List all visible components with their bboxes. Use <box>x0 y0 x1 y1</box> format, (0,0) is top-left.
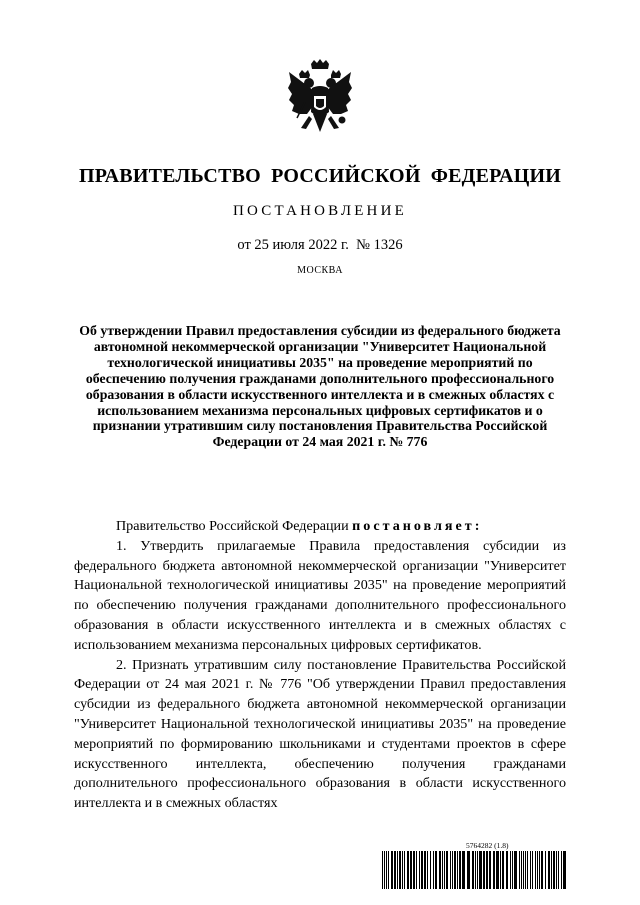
barcode-bar <box>454 851 456 889</box>
barcode-bar <box>530 851 531 889</box>
barcode-bar <box>500 851 501 889</box>
barcode-bar <box>450 851 451 889</box>
barcode-bar <box>527 851 528 889</box>
barcode-bar <box>561 851 562 889</box>
barcode-bar <box>410 851 412 889</box>
barcode-bar <box>489 851 491 889</box>
barcode-bar <box>397 851 398 889</box>
barcode-bar <box>519 851 520 889</box>
barcode-bar <box>433 851 434 889</box>
document-type: ПОСТАНОВЛЕНИЕ <box>233 203 407 219</box>
barcode-bar <box>475 851 476 889</box>
barcode-bar <box>444 851 445 889</box>
barcode-bar <box>452 851 453 889</box>
barcode-bar <box>439 851 441 889</box>
barcode-bar <box>462 851 465 889</box>
barcode-bar <box>477 851 478 889</box>
paragraph-1: 1. Утвердить прилагаемые Правила предоставления субсидии из федерального бюджета автономной некоммерческой организации "Университет Национальной технологической инициативы 2035" на проведение мероприятий по обеспечению получения гражданами дополнительного профессионального образования в области искусственного интеллекта и в смежных областях с использованием механизма персональных цифровых сертификатов. <box>74 537 566 653</box>
barcode-bar <box>558 851 559 889</box>
barcode-bar <box>510 851 511 889</box>
barcode-bar <box>479 851 482 889</box>
barcode-bar <box>472 851 474 889</box>
government-heading: ПРАВИТЕЛЬСТВО РОССИЙСКОЙ ФЕДЕРАЦИИ <box>79 165 561 187</box>
barcode-bar <box>496 851 499 889</box>
date-and-number: от 25 июля 2022 г. № 1326 <box>237 237 403 253</box>
paragraph-2: 2. Признать утратившим силу постановление Правительства Российской Федерации от 24 мая 2021 г. № 776 "Об утверждении Правил предоставления субсидии из федерального бюджета автономной некоммерческой организации "Университет Национальной технологической инициативы 2035" на проведение мероприятий по формированию школьниками и студентами проектов в сфере искусственного интеллекта, обеспечению получения гражданами дополнительного профессионального образования в области искусственного интеллекта и в смежных областях <box>74 656 566 812</box>
barcode-bar <box>521 851 522 889</box>
barcode-bar <box>525 851 526 889</box>
document-title: Об утверждении Правил предоставления субсидии из федерального бюджета автономной некоммерческой организации "Университет Национальной технологической инициативы 2035" на проведение мероприятий по обеспечению получения гражданами дополнительного профессионального образования в области искусственного интеллекта и в смежных областях с использованием механизма персональных цифровых сертификатов и о признании утратившим силу постановления Правительства Российской Федерации от 24 мая 2021 г. № 776 <box>79 323 561 450</box>
barcode-bar <box>404 851 405 889</box>
barcode-bar <box>446 851 448 889</box>
barcode-bar <box>541 851 543 889</box>
barcode-bar <box>424 851 426 889</box>
barcode-bar <box>532 851 533 889</box>
intro-text: Правительство Российской Федерации <box>116 518 353 534</box>
barcode-icon <box>382 851 566 889</box>
barcode-bar <box>394 851 396 889</box>
barcode-bar <box>535 851 536 889</box>
barcode-bar <box>493 851 495 889</box>
barcode-bar <box>502 851 504 889</box>
barcode-bar <box>563 851 566 889</box>
barcode-bar <box>384 851 385 889</box>
barcode-bar <box>427 851 428 889</box>
russian-coat-of-arms-icon <box>285 58 355 146</box>
document-body <box>74 517 566 814</box>
barcode-bar <box>545 851 546 889</box>
barcode-bar <box>407 851 409 889</box>
barcode-bar <box>402 851 403 889</box>
barcode-bar <box>506 851 508 889</box>
barcode-bar <box>459 851 461 889</box>
barcode-bar <box>514 851 517 889</box>
barcode-bar <box>457 851 458 889</box>
barcode-bar <box>382 851 383 889</box>
barcode-bar <box>483 851 485 889</box>
barcode-bar <box>548 851 550 889</box>
barcode-bar <box>553 851 555 889</box>
barcode-bar <box>419 851 420 889</box>
barcode-bar <box>512 851 513 889</box>
city: МОСКВА <box>297 265 343 276</box>
barcode-bar <box>442 851 443 889</box>
barcode-bar <box>556 851 557 889</box>
barcode-bar <box>467 851 470 889</box>
barcode-bar <box>523 851 524 889</box>
resolves-word: постановляет: <box>352 518 483 534</box>
barcode-bar <box>386 851 387 889</box>
barcode-bar <box>388 851 389 889</box>
barcode-bar <box>391 851 393 889</box>
barcode-bar <box>416 851 417 889</box>
intro-paragraph <box>74 517 566 537</box>
barcode-bar <box>430 851 431 889</box>
barcode-bar <box>421 851 423 889</box>
barcode-bar <box>413 851 415 889</box>
barcode-bar <box>435 851 437 889</box>
barcode-bar <box>551 851 552 889</box>
barcode-bar <box>486 851 488 889</box>
barcode-bar <box>399 851 401 889</box>
barcode-bar <box>539 851 540 889</box>
barcode-number: 5764282 (1.8) <box>466 841 509 850</box>
barcode-bar <box>537 851 538 889</box>
